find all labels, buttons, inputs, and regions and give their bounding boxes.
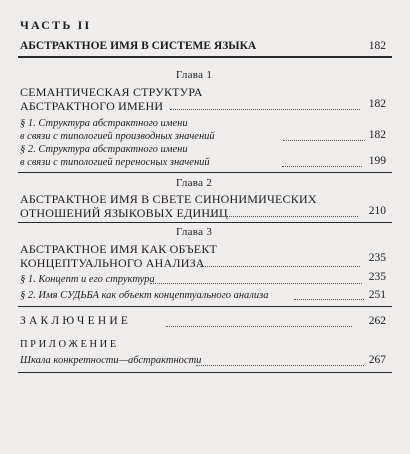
- leader-dots: [150, 283, 362, 284]
- appendix-subtitle: Шкала конкретности—абстрактности: [20, 355, 202, 366]
- part-page: 182: [368, 40, 386, 52]
- chapter-2-title-line-1: АБСТРАКТНОЕ ИМЯ В СВЕТЕ СИНОНИМИЧЕСКИХ: [20, 192, 317, 206]
- chapter-3-title-line-1: АБСТРАКТНОЕ ИМЯ КАК ОБЪЕКТ: [20, 242, 218, 256]
- divider: [18, 372, 392, 373]
- chapter-1-section-1-line-2: в связи с типологией производных значений: [20, 131, 215, 142]
- chapter-3-label: Глава 3: [176, 226, 213, 238]
- chapter-3-section-1-title: § 1. Концепт и его структура: [20, 274, 155, 285]
- divider: [18, 306, 392, 307]
- divider: [18, 222, 392, 223]
- chapter-2-label: Глава 2: [176, 177, 213, 189]
- chapter-2-title-line-2: ОТНОШЕНИЙ ЯЗЫКОВЫХ ЕДИНИЦ: [20, 206, 228, 220]
- divider: [18, 56, 392, 58]
- chapter-1-label: Глава 1: [176, 69, 213, 81]
- divider: [18, 172, 392, 173]
- appendix-title: ПРИЛОЖЕНИЕ: [20, 339, 119, 350]
- leader-dots: [210, 216, 358, 217]
- leader-dots: [294, 299, 364, 300]
- leader-dots: [196, 365, 364, 366]
- chapter-1-section-2-page: 199: [368, 155, 386, 167]
- chapter-3-page: 235: [368, 252, 386, 264]
- leader-dots: [283, 140, 365, 141]
- chapter-1-title-line-2: АБСТРАКТНОГО ИМЕНИ: [20, 99, 164, 113]
- leader-dots: [282, 166, 362, 167]
- chapter-3-section-1-page: 235: [368, 271, 386, 283]
- appendix-page: 267: [368, 354, 386, 366]
- chapter-1-section-2-line-1: § 2. Структура абстрактного имени: [20, 144, 188, 155]
- chapter-2-page: 210: [368, 205, 386, 217]
- chapter-1-page: 182: [368, 98, 386, 110]
- leader-dots: [170, 109, 360, 110]
- leader-dots: [200, 266, 360, 267]
- part-title: АБСТРАКТНОЕ ИМЯ В СИСТЕМЕ ЯЗЫКА: [20, 40, 257, 52]
- chapter-1-section-1-page: 182: [368, 129, 386, 141]
- chapter-3-section-2-title: § 2. Имя СУДЬБА как объект концептуального анализа: [20, 290, 269, 301]
- chapter-3-title-line-2: КОНЦЕПТУАЛЬНОГО АНАЛИЗА: [20, 256, 205, 270]
- chapter-3-section-2-page: 251: [368, 289, 386, 301]
- conclusion-title: ЗАКЛЮЧЕНИЕ: [20, 315, 132, 327]
- chapter-1-section-2-line-2: в связи с типологией переносных значений: [20, 157, 210, 168]
- chapter-1-title-line-1: СЕМАНТИЧЕСКАЯ СТРУКТУРА: [20, 85, 203, 99]
- part-label: ЧАСТЬ II: [20, 18, 92, 32]
- conclusion-page: 262: [368, 315, 386, 327]
- chapter-1-section-1-line-1: § 1. Структура абстрактного имени: [20, 118, 188, 129]
- leader-dots: [166, 326, 352, 327]
